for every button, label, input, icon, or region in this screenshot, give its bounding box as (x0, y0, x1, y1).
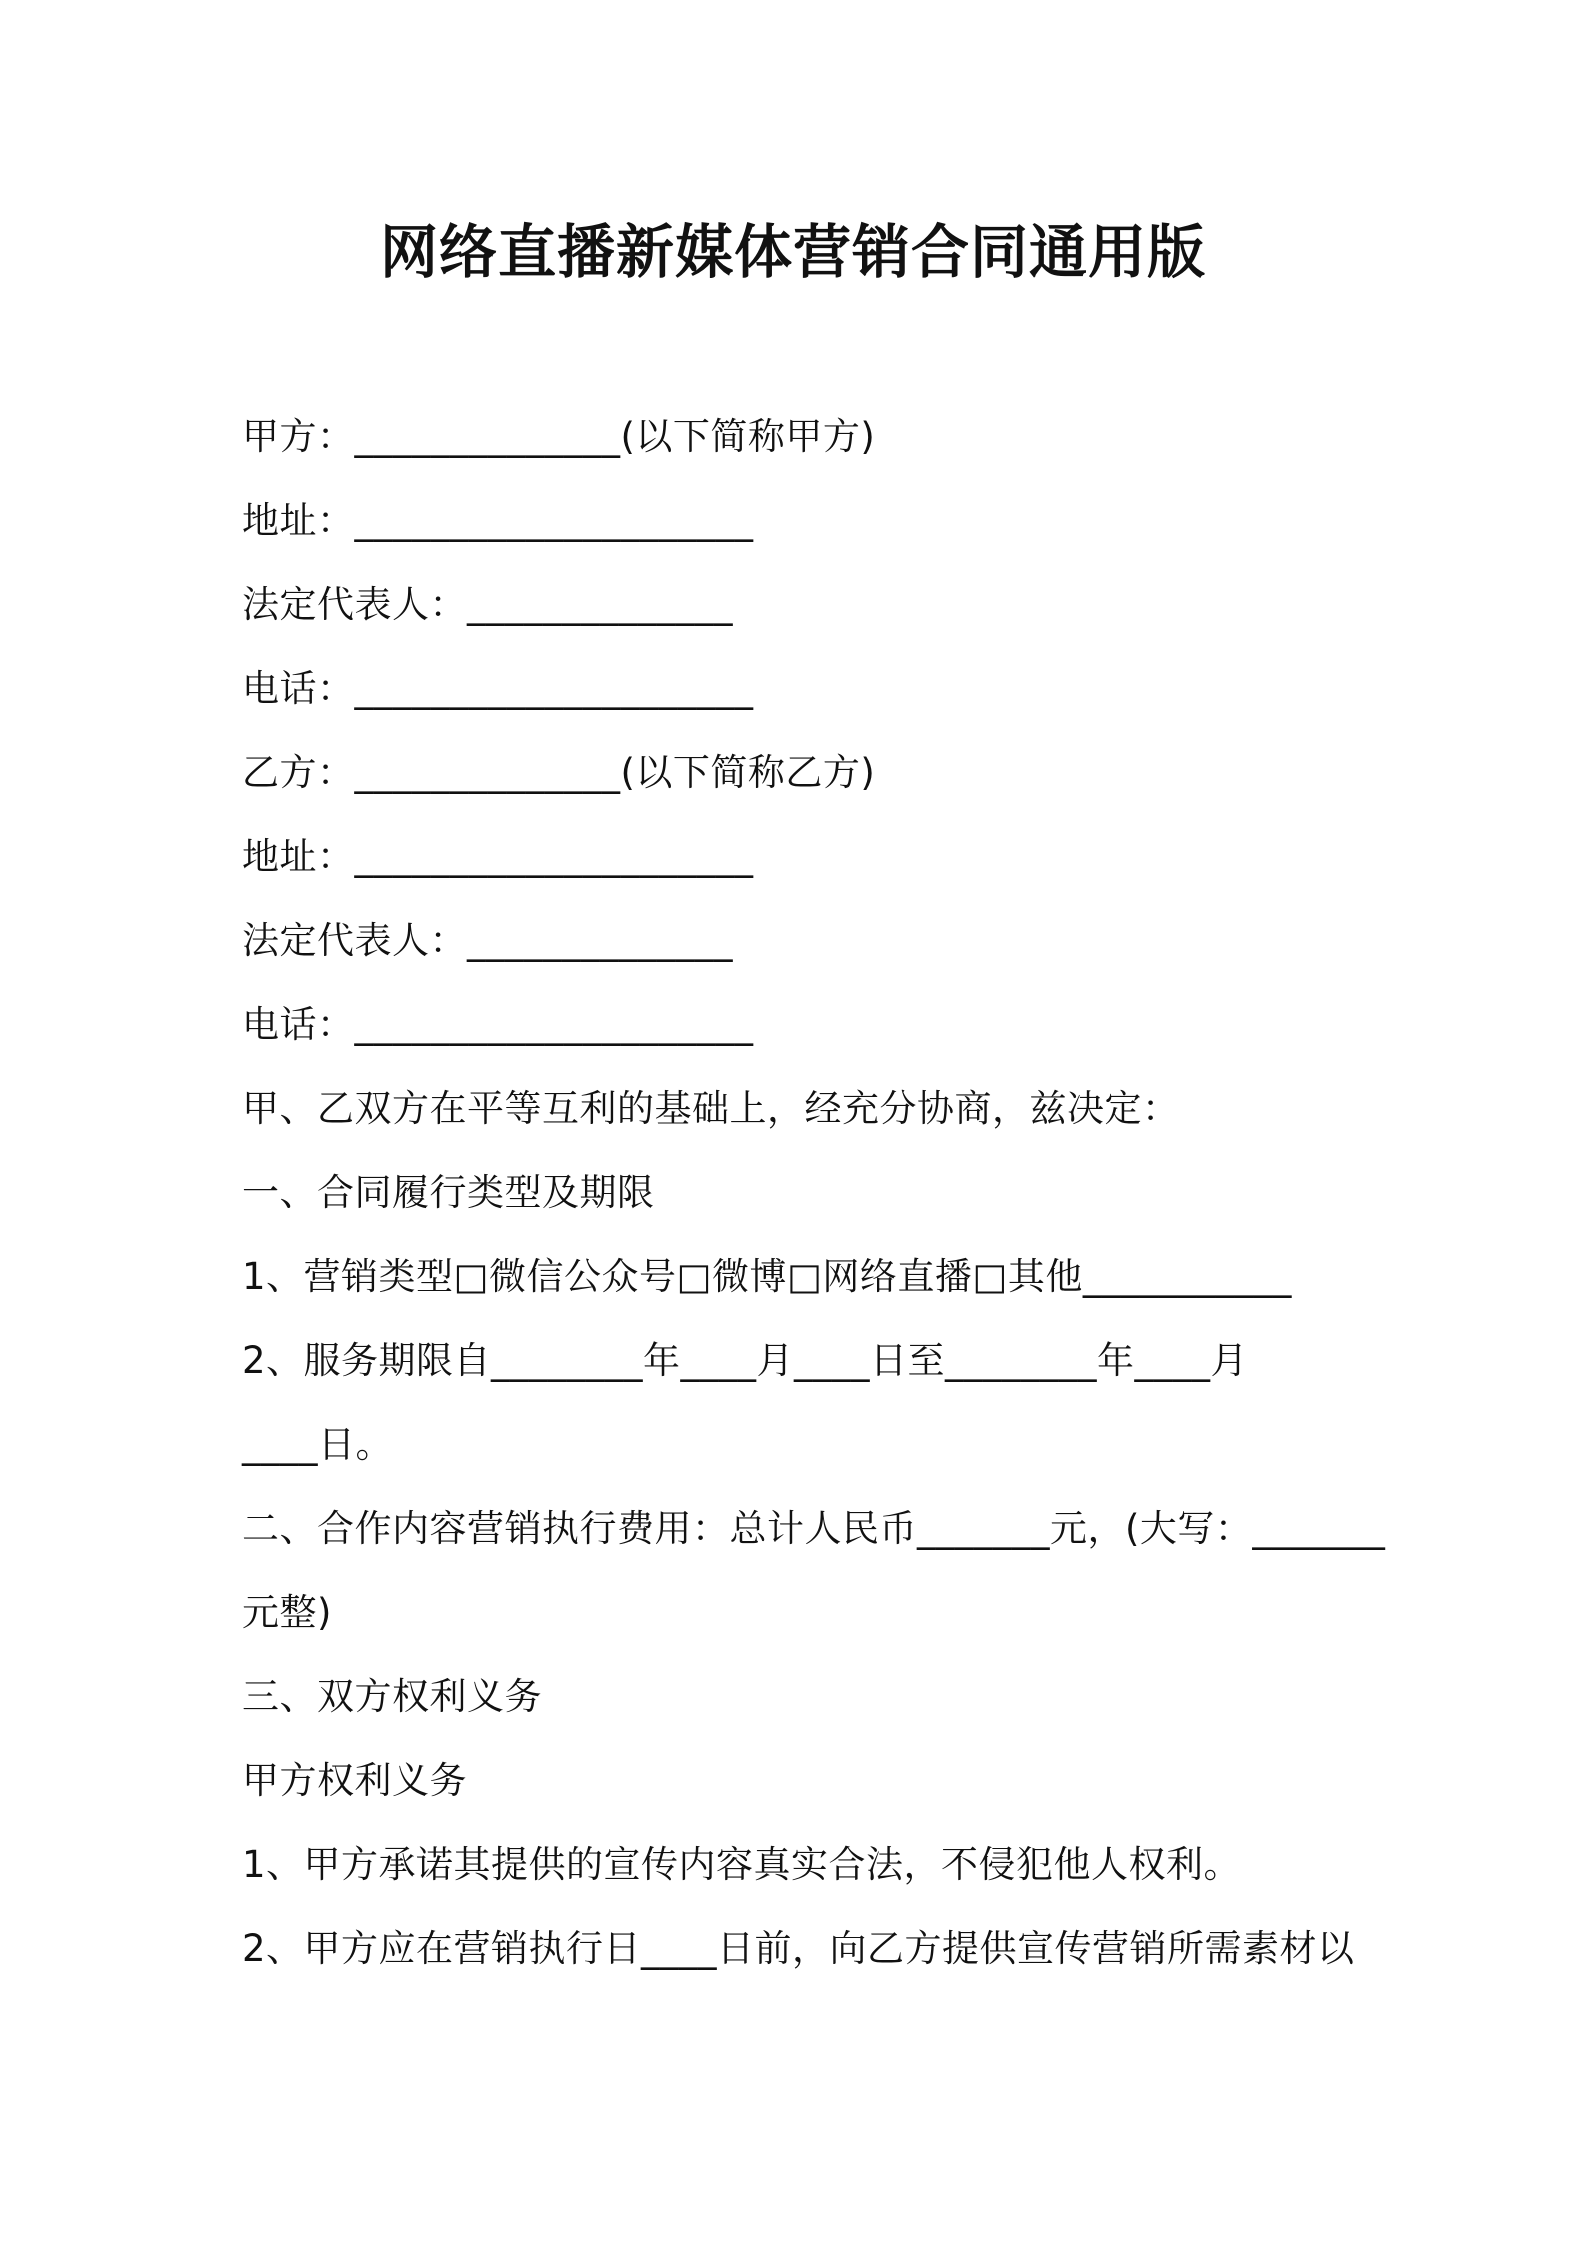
party-b-name: 乙方：______________(以下简称乙方) (242, 751, 876, 794)
clause-party-a-1: 1、甲方承诺其提供的宣传内容真实合法，不侵犯他人权利。 (242, 1843, 1242, 1886)
clause-marketing-type: 1、营销类型□微信公众号□微博□网络直播□其他___________ (242, 1255, 1292, 1298)
clause-party-a-2: 2、甲方应在营销执行日____日前，向乙方提供宣传营销所需素材以 (242, 1927, 1355, 1970)
clause-service-period: 2、服务期限自________年____月____日至________年____月 (242, 1339, 1249, 1382)
section-heading-1: 一、合同履行类型及期限 (242, 1171, 655, 1214)
preamble-paragraph: 甲、乙双方在平等互利的基础上，经充分协商，兹决定： (242, 1087, 1180, 1130)
section-heading-2-fee: 二、合作内容营销执行费用：总计人民币_______元，(大写：_______ (242, 1507, 1386, 1550)
section-heading-3: 三、双方权利义务 (242, 1675, 542, 1718)
party-a-legal-representative: 法定代表人：______________ (242, 583, 733, 626)
party-a-phone: 电话：_____________________ (242, 667, 754, 710)
party-b-legal-representative: 法定代表人：______________ (242, 919, 733, 962)
document-title: 网络直播新媒体营销合同通用版 (379, 218, 1206, 286)
party-a-name: 甲方：______________(以下简称甲方) (242, 415, 876, 458)
party-b-address: 地址：_____________________ (242, 835, 754, 878)
subheading-party-a-rights: 甲方权利义务 (242, 1759, 467, 1802)
party-a-address: 地址：_____________________ (242, 499, 754, 542)
party-b-phone: 电话：_____________________ (242, 1003, 754, 1046)
section-heading-2-fee-cont: 元整) (242, 1591, 332, 1634)
clause-service-period-cont: ____日。 (242, 1423, 393, 1466)
